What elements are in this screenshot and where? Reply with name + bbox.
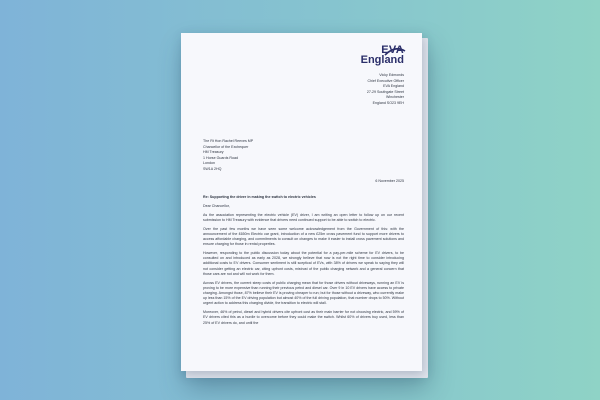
recipient-line: HM Treasury [203, 150, 224, 155]
recipient-line: 1 Horse Guards Road [203, 155, 238, 160]
recipient-line: The Rt Hon Rachel Reeves MP [203, 139, 254, 143]
recipient-line: Chancellor of the Exchequer [203, 144, 249, 149]
body-paragraph: However, responding to the public discussion today about the potential for a pay-per-mile scheme for EV drivers, to be consulted on and introduced as early as 2028, we strongly believe that now is not the right time to consider introducing additional costs to EV drivers. Consumer sentiment is still sceptical of EVs, with 38% of drivers we speak to saying they will not consider getting an electric car, citing upfront costs, mistrust of the public charging network and a general concern that those cars are not and will not work for them. [203, 251, 404, 276]
body-paragraph: Over the past few months we have seen some welcome acknowledgement from the Government of this: with the announcement of the £650m Electric car grant, introduction of a new £25m cross pavement fund to support more drivers to access affordable charging, and commitments to consult on changes to make it easier to install cross pavement solutions and ensure charging for those in rental properties. [203, 226, 404, 247]
logo-line-2: England [360, 54, 404, 66]
sender-line: England SO23 9EH [372, 100, 404, 105]
recipient-line: SW1A 2HQ [203, 166, 222, 171]
letter-page [181, 33, 422, 371]
sender-line: Winchester [386, 95, 404, 100]
recipient-line: London [203, 161, 215, 166]
letter-body [203, 195, 404, 329]
recipient-address [203, 139, 253, 173]
sender-address [367, 73, 404, 107]
sender-line: Chief Executive Officer [367, 78, 404, 83]
sender-line: Vicky Edmonds [379, 73, 404, 77]
body-paragraph: As the association representing the electric vehicle (EV) driver, I am writing an open letter to follow up on our recent submission to HM Treasury with evidence that drivers need continued support to be able to switch to electric. [203, 212, 404, 222]
logo-line-1: EVA [381, 44, 404, 56]
salutation: Dear Chancellor, [203, 203, 230, 208]
body-paragraph: Moreover, 46% of petrol, diesel and hybrid drivers cite upfront cost as their main barrier for not choosing electric, and 59% of EV drivers cited this as a hurdle to overcome before they could make the switch. Whilst 60% of drivers buy used, less than 25% of EV drivers do, and until the [203, 310, 404, 325]
letter-date: 6 November 2025 [375, 179, 404, 183]
sender-line: EVA England [383, 84, 404, 89]
body-paragraph: Across EV drivers, the current steep costs of public charging mean that for those drivers without driveways, running an EV is proving to be more expensive than running their previous petrol and diesel car. Over 9 in 10 EV drivers have access to private charging. Amongst those, 87% believe their EV is proving cheaper to run; but for those without a driveway, who currently make up less than 15% of the EV driving population but almost 40% of the full driving population, that number drops to 50%. Without urgent action to address this charging divide, the transition to electric will stall. [203, 280, 404, 306]
eva-england-logo [361, 45, 404, 65]
sender-line: 27-29 Southgate Street [366, 89, 404, 94]
logo-swoosh-icon [383, 47, 407, 57]
letter-subject: Re: Supporting the driver in making the switch to electric vehicles [203, 195, 316, 199]
